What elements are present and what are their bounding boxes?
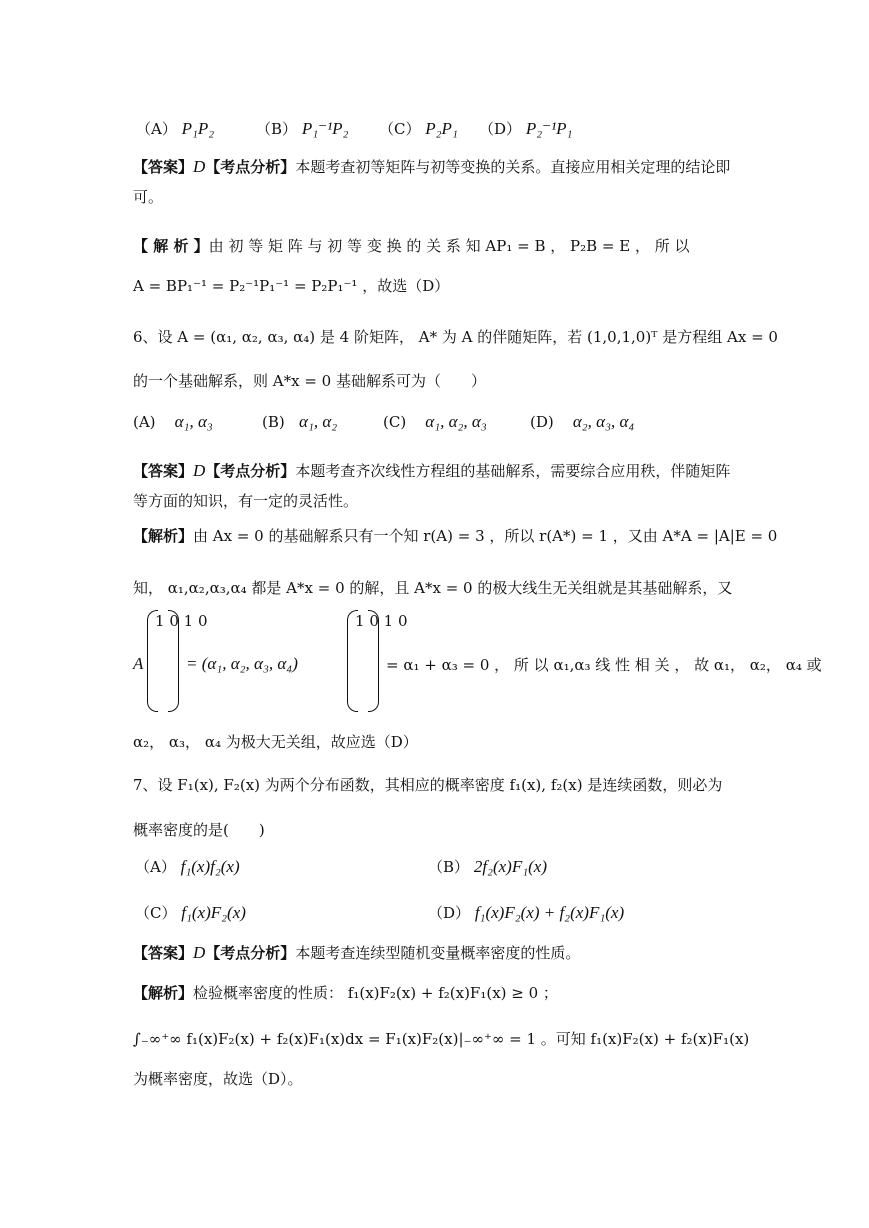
- answer-tag: 【答案】: [133, 158, 194, 176]
- q5-option-d: （D） P₂⁻¹P₁: [479, 119, 573, 138]
- answer-letter: D: [193, 157, 206, 176]
- analysis-tag: 【考点分析】: [205, 158, 296, 176]
- q5-option-a: （A） P₁P₂: [136, 119, 215, 138]
- q7-option-a: （A） f₁(x)f₂(x): [135, 857, 240, 876]
- q6-solution-line2: 知， α₁,α₂,α₃,α₄ 都是 A*x = 0 的解，且 A*x = 0 的极大线生无关组就是其基础解系，又: [133, 579, 733, 597]
- q5-answer-paragraph: [133, 152, 736, 212]
- q6-solution-line1: 【解析】由 Ax = 0 的基础解系只有一个知 r(A) = 3 ，所以 r(A*) = 1 ，又由 A*A = |A|E = 0: [133, 527, 778, 545]
- matrix-mid: = (α₁, α₂, α₃, α₄): [186, 654, 298, 673]
- q5-solution-line1: 【 解 析 】由 初 等 矩 阵 与 初 等 变 换 的 关 系 知 AP₁ = B ， P₂B = E ， 所 以: [133, 237, 690, 255]
- q5-solution-line2: A = BP₁⁻¹ = P₂⁻¹P₁⁻¹ = P₂P₁⁻¹ ，故选（D）: [133, 277, 450, 295]
- vector-1: 1 0 1 0: [155, 612, 208, 630]
- q7-solution-line1: 【解析】检验概率密度的性质： f₁(x)F₂(x) + f₂(x)F₁(x) ≥ 0 ；: [133, 984, 558, 1002]
- q7-option-d: （D） f₁(x)F₂(x) + f₂(x)F₁(x): [428, 903, 625, 922]
- q5-option-c: （C） P₂P₁: [379, 119, 458, 138]
- q7-option-b: （B） 2f₂(x)F₁(x): [428, 857, 547, 876]
- q7-solution-line3: 为概率密度，故选（D）。: [133, 1070, 303, 1088]
- q6-stem-line1: 6、设 A = (α₁, α₂, α₃, α₄) 是 4 阶矩阵， A* 为 A 的伴随矩阵，若 (1,0,1,0)ᵀ 是方程组 Ax = 0: [133, 328, 778, 346]
- analysis-text: 本题考查初等矩阵与初等变换的关系。直接应用相关定理的结论即可。: [133, 158, 731, 206]
- q6-option-a: (A) α₁, α₃: [133, 412, 213, 431]
- q7-option-c: （C） f₁(x)F₂(x): [135, 903, 246, 922]
- q6-option-c: (C) α₁, α₂, α₃: [383, 412, 487, 431]
- matrix-lead: A: [133, 654, 144, 673]
- q5-option-b: （B） P₁⁻¹P₂: [256, 119, 349, 138]
- q6-solution-last: α₂， α₃， α₄ 为极大无关组，故应选（D）: [133, 733, 418, 751]
- q7-solution-line2: ∫₋∞⁺∞ f₁(x)F₂(x) + f₂(x)F₁(x)dx = F₁(x)F₂(x)|₋∞⁺∞ = 1 。可知 f₁(x)F₂(x) + f₂(x)F₁(x): [133, 1030, 750, 1048]
- right-paren: [368, 610, 379, 712]
- q6-option-b: (B) α₁, α₂: [262, 412, 338, 431]
- q6-option-d: (D) α₂, α₃, α₄: [530, 412, 635, 431]
- right-paren: [168, 610, 179, 712]
- q6-answer-paragraph: 【答案】D【考点分析】本题考查齐次线性方程组的基础解系，需要综合应用秩，伴随矩阵等方面的知识，有一定的灵活性。: [133, 461, 731, 510]
- q7-answer-paragraph: 【答案】D【考点分析】本题考查连续型随机变量概率密度的性质。: [133, 943, 581, 962]
- q7-stem-line1: 7、设 F₁(x), F₂(x) 为两个分布函数，其相应的概率密度 f₁(x), f₂(x) 是连续函数，则必为: [133, 776, 723, 794]
- matrix-tail: = α₁ + α₃ = 0 ， 所 以 α₁,α₃ 线 性 相 关 ， 故 α₁， α₂， α₄ 或: [386, 656, 822, 674]
- vector-2: 1 0 1 0: [355, 612, 408, 630]
- q7-stem-line2: 概率密度的是( ): [133, 821, 265, 839]
- q6-stem-line2: 的一个基础解系，则 A*x = 0 基础解系可为（ ）: [133, 372, 486, 390]
